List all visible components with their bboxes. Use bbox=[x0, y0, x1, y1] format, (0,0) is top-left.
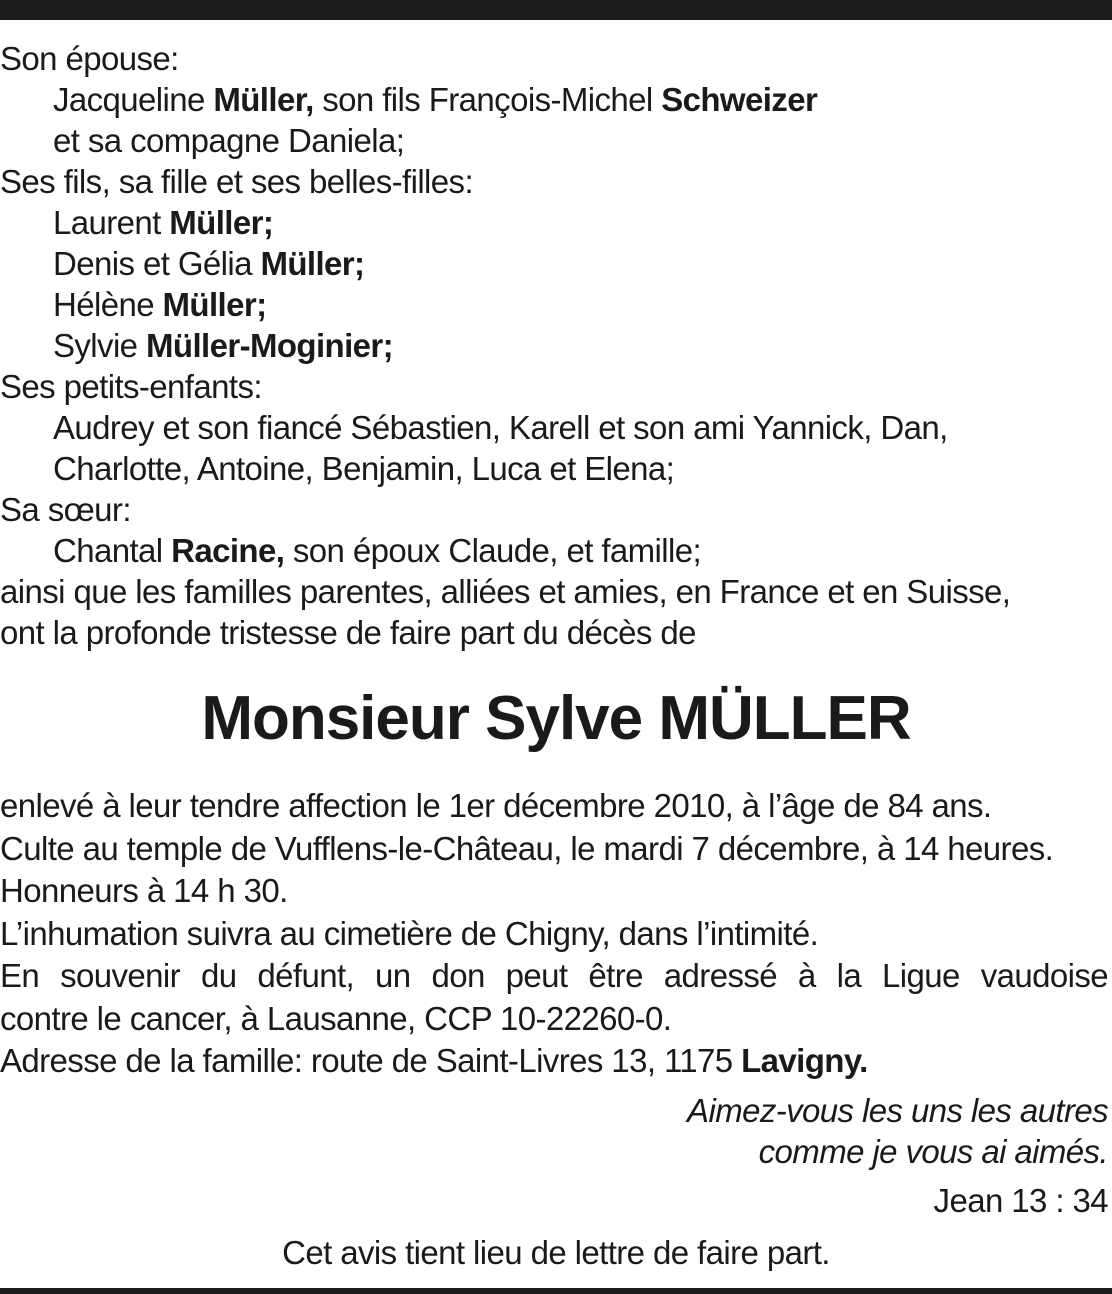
details-line: contre le cancer, à Lausanne, CCP 10-22260-0. bbox=[0, 999, 672, 1037]
child-entry: Hélène Müller; bbox=[53, 286, 267, 323]
details-line: En souvenir du défunt, un don peut être adressé à la Ligue vaudoise bbox=[0, 957, 1108, 994]
details-line: L’inhumation suivra au cimetière de Chigny, dans l’intimité. bbox=[0, 914, 819, 952]
child-entry: Sylvie Müller-Moginier; bbox=[53, 327, 394, 364]
verse-line: Aimez-vous les uns les autres bbox=[687, 1092, 1108, 1129]
spouse-line-2: et sa compagne Daniela; bbox=[53, 122, 405, 159]
spouse-heading: Son épouse: bbox=[0, 40, 179, 77]
bottom-border-rule bbox=[0, 1288, 1112, 1294]
verse-line: comme je vous ai aimés. bbox=[758, 1133, 1108, 1170]
details-line: Honneurs à 14 h 30. bbox=[0, 872, 288, 909]
deceased-name-heading: Monsieur Sylve MÜLLER bbox=[201, 684, 911, 753]
grandchildren-heading: Ses petits-enfants: bbox=[0, 368, 262, 405]
details-line: enlevé à leur tendre affection le 1er décembre 2010, à l’âge de 84 ans. bbox=[0, 787, 992, 824]
sister-line: Chantal Racine, son époux Claude, et famille; bbox=[53, 532, 702, 569]
family-address-line: Adresse de la famille: route de Saint-Livres 13, 1175 Lavigny. bbox=[0, 1042, 868, 1079]
bible-verse bbox=[687, 1090, 1108, 1172]
footer-note: Cet avis tient lieu de lettre de faire part. bbox=[282, 1234, 830, 1271]
announce-line: ont la profonde tristesse de faire part du décès de bbox=[0, 614, 696, 651]
service-details bbox=[0, 785, 1112, 1083]
grandchildren-line: Audrey et son fiancé Sébastien, Karell et son ami Yannick, Dan, bbox=[53, 409, 948, 446]
spouse-line: Jacqueline Müller, son fils François-Michel Schweizer bbox=[53, 81, 818, 118]
sister-heading: Sa sœur: bbox=[0, 491, 131, 528]
details-line: Culte au temple de Vufflens-le-Château, le mardi 7 décembre, à 14 heures. bbox=[0, 829, 1054, 867]
child-entry: Denis et Gélia Müller; bbox=[53, 245, 365, 282]
verse-reference: Jean 13 : 34 bbox=[933, 1182, 1108, 1219]
grandchildren-line: Charlotte, Antoine, Benjamin, Luca et Elena; bbox=[53, 450, 675, 487]
relatives-line: ainsi que les familles parentes, alliées et amies, en France et en Suisse, bbox=[0, 573, 1011, 610]
child-entry: Laurent Müller; bbox=[53, 204, 274, 241]
family-list bbox=[0, 38, 1112, 653]
children-heading: Ses fils, sa fille et ses belles-filles: bbox=[0, 163, 474, 200]
top-border-rule bbox=[0, 0, 1112, 20]
